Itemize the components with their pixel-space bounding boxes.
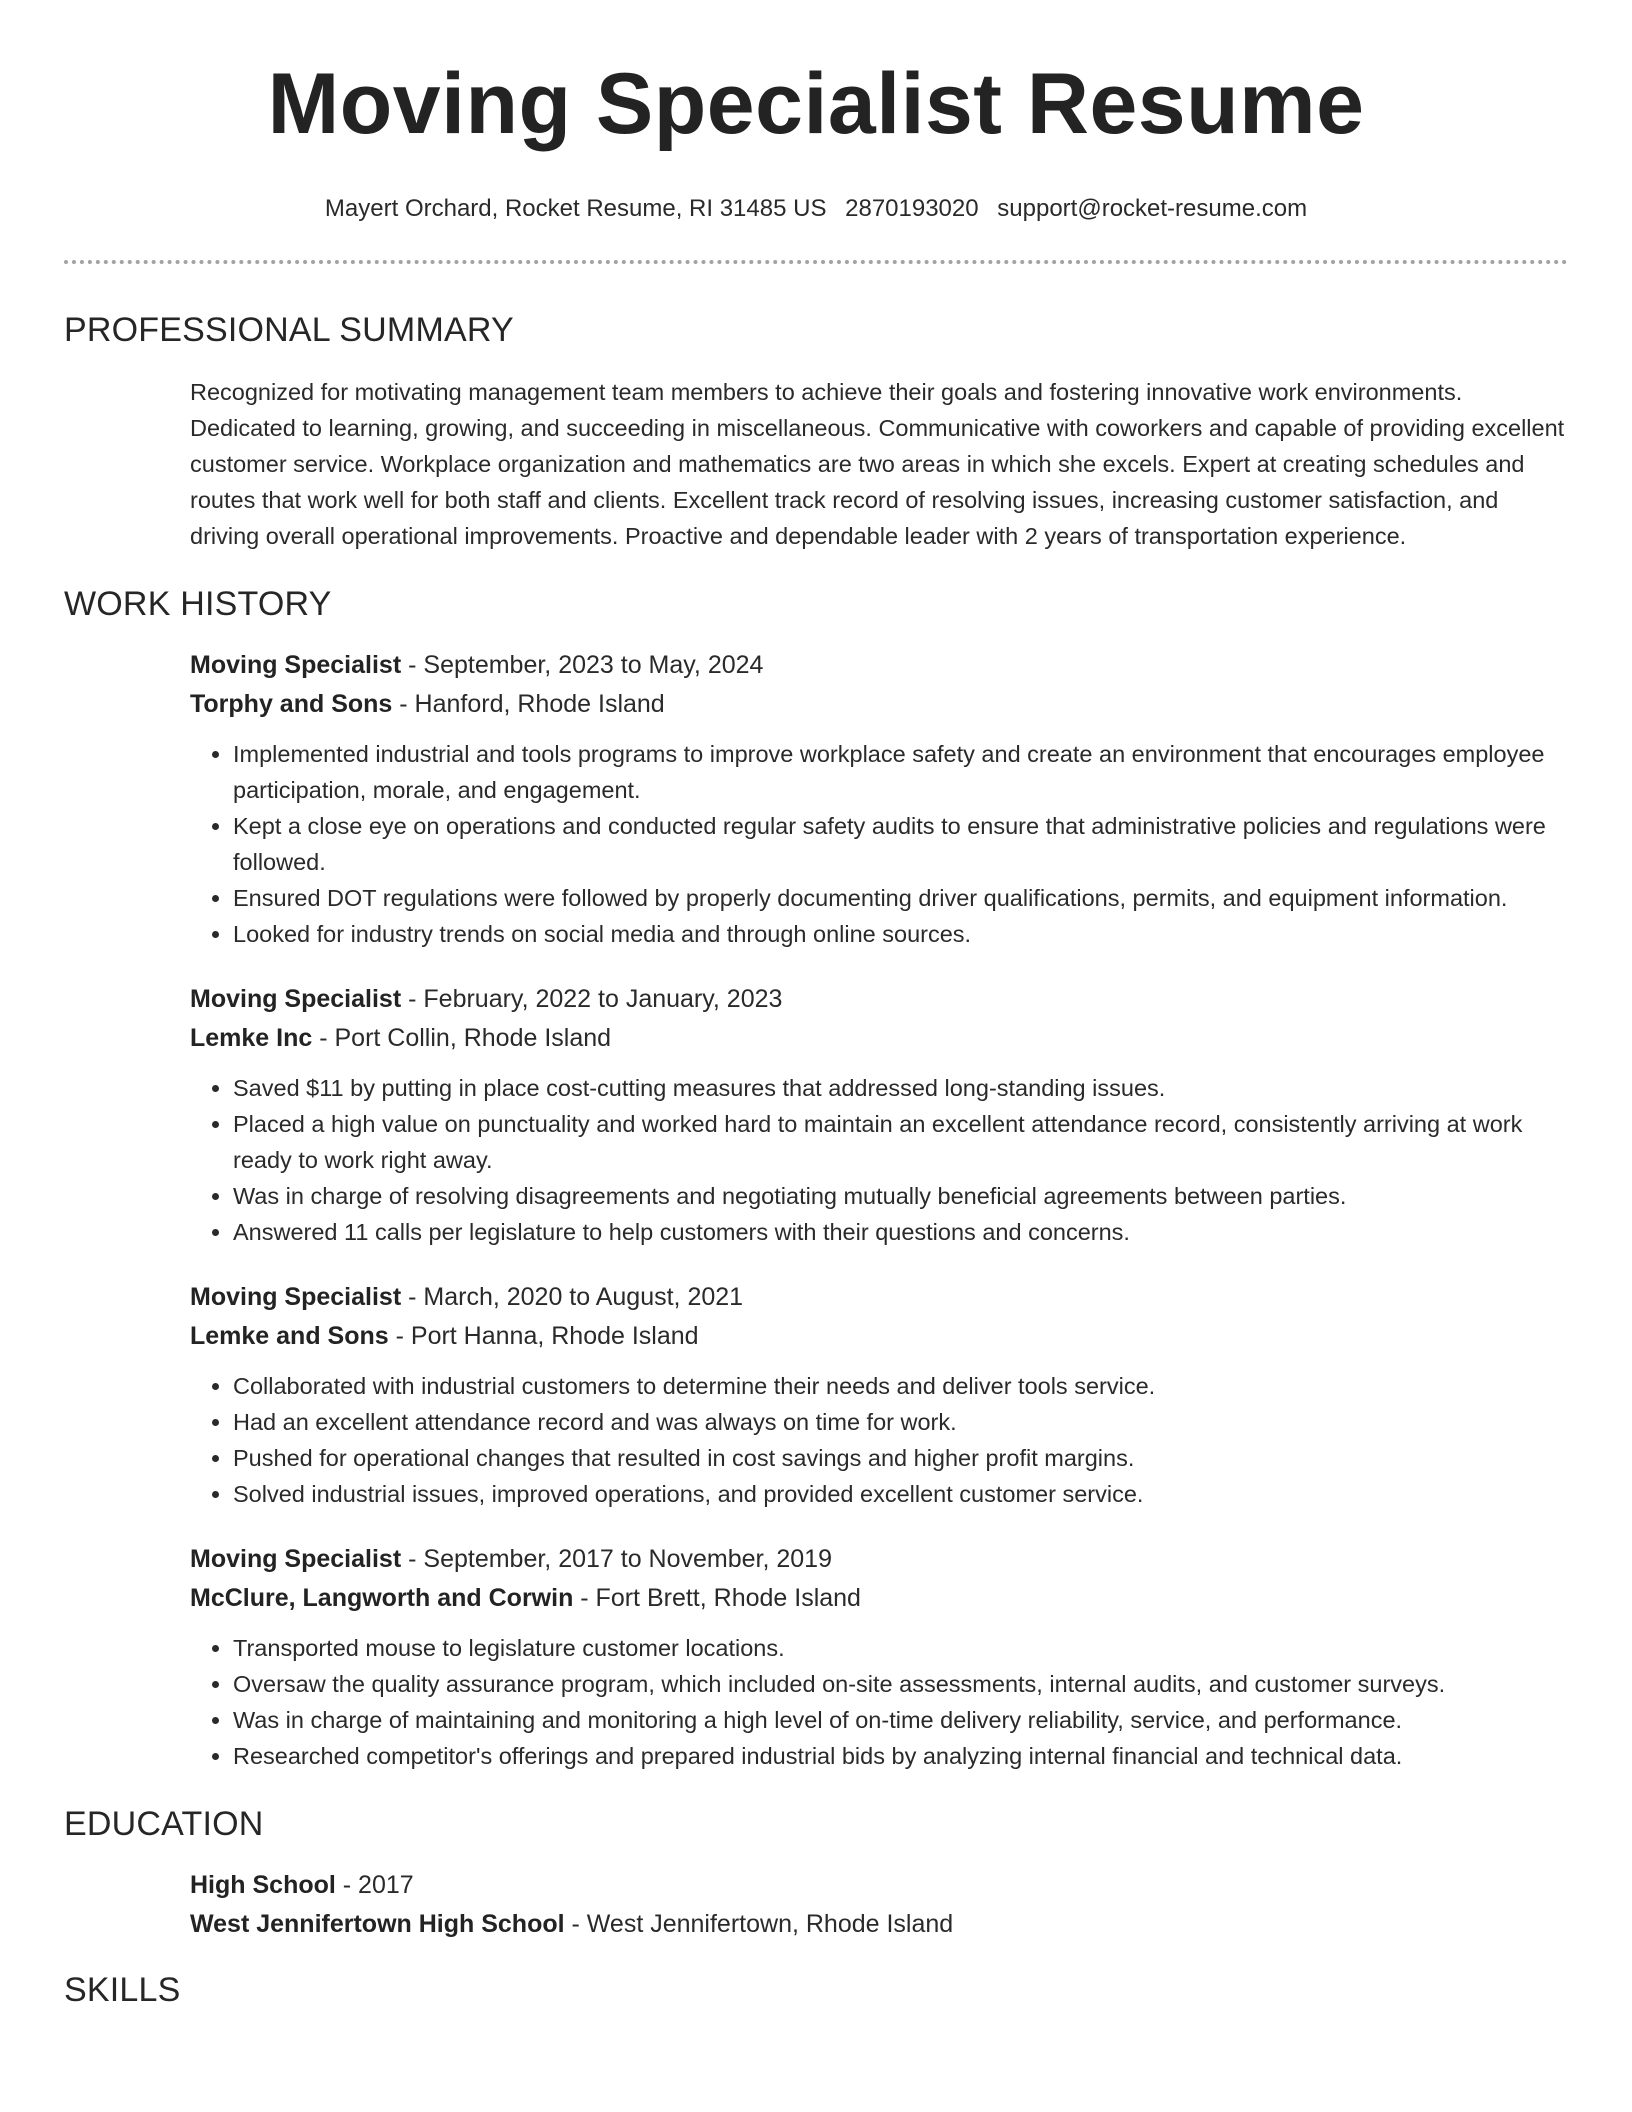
list-item: • Kept a close eye on operations and conducted regular safety audits to ensure that administrative policies and regulations were followed. (233, 808, 1568, 880)
job-entry (190, 980, 1568, 1250)
job-title-line (190, 980, 1568, 1019)
job-location: - Fort Brett, Rhode Island (573, 1584, 861, 1612)
contact-address: Mayert Orchard, Rocket Resume, RI 31485 US (324, 195, 827, 222)
work-history-list (190, 646, 1568, 1774)
header-divider (64, 260, 1568, 264)
job-bullets (190, 1368, 1568, 1512)
job-company-line (190, 685, 1568, 724)
list-item: • Placed a high value on punctuality and worked hard to maintain an excellent attendance record, consistently arriving at work ready to work right away. (233, 1106, 1568, 1178)
section-title-work-history: WORK HISTORY (64, 585, 332, 623)
job-title-line (190, 1540, 1568, 1579)
list-item: • Solved industrial issues, improved operations, and provided excellent customer service. (233, 1476, 1568, 1512)
job-company-line (190, 1019, 1568, 1058)
job-dates: - March, 2020 to August, 2021 (401, 1283, 744, 1311)
job-company: Torphy and Sons (190, 690, 393, 718)
job-company: Lemke Inc (190, 1024, 313, 1052)
job-bullets (190, 1630, 1568, 1774)
section-title-skills: SKILLS (64, 1971, 181, 2009)
contact-email: support@rocket-resume.com (997, 195, 1308, 222)
job-company: Lemke and Sons (190, 1322, 389, 1350)
education-degree-line (190, 1866, 1568, 1905)
education-degree: High School (190, 1871, 336, 1899)
list-item: • Was in charge of resolving disagreements and negotiating mutually beneficial agreements between parties. (233, 1178, 1568, 1214)
job-company-line (190, 1579, 1568, 1618)
job-company: McClure, Langworth and Corwin (190, 1584, 574, 1612)
list-item: • Saved $11 by putting in place cost-cutting measures that addressed long-standing issues. (233, 1070, 1568, 1106)
education-school-line (190, 1905, 1568, 1944)
job-role: Moving Specialist (190, 1545, 402, 1573)
job-location: - Port Collin, Rhode Island (312, 1024, 612, 1052)
job-location: - Port Hanna, Rhode Island (388, 1322, 699, 1350)
list-item: • Answered 11 calls per legislature to help customers with their questions and concerns. (233, 1214, 1568, 1250)
job-title-line (190, 646, 1568, 685)
list-item: • Had an excellent attendance record and was always on time for work. (233, 1404, 1568, 1440)
summary-text: Recognized for motivating management team members to achieve their goals and fostering innovative work environments. Dedicated to learning, growing, and succeeding in miscellaneous. Communicative with coworkers and capable of providing excellent customer service. Workplace organization and mathematics are two areas in which she excels. Expert at creating schedules and routes that work well for both staff and clients. Excellent track record of resolving issues, increasing customer satisfaction, and driving overall operational improvements. Proactive and dependable leader with 2 years of transportation experience. (190, 379, 1565, 549)
list-item: • Ensured DOT regulations were followed by properly documenting driver qualifications, permits, and equipment information. (233, 880, 1568, 916)
education-entry (190, 1866, 1568, 1944)
list-item: • Pushed for operational changes that resulted in cost savings and higher profit margins. (233, 1440, 1568, 1476)
job-location: - Hanford, Rhode Island (392, 690, 665, 718)
section-title-summary: PROFESSIONAL SUMMARY (64, 311, 514, 349)
job-company-line (190, 1317, 1568, 1356)
list-item: • Implemented industrial and tools programs to improve workplace safety and create an environment that encourages employee participation, morale, and engagement. (233, 736, 1568, 808)
education-year: - 2017 (335, 1871, 414, 1899)
list-item: • Looked for industry trends on social media and through online sources. (233, 916, 1568, 952)
list-item: • Collaborated with industrial customers to determine their needs and deliver tools service. (233, 1368, 1568, 1404)
job-title-line (190, 1278, 1568, 1317)
job-dates: - September, 2023 to May, 2024 (401, 651, 764, 679)
education-school: West Jennifertown High School (190, 1910, 565, 1938)
job-role: Moving Specialist (190, 1283, 402, 1311)
job-dates: - February, 2022 to January, 2023 (401, 985, 783, 1013)
section-title-education: EDUCATION (64, 1805, 264, 1843)
job-entry (190, 1540, 1568, 1774)
education-location: - West Jennifertown, Rhode Island (564, 1910, 954, 1938)
list-item: • Oversaw the quality assurance program, which included on-site assessments, internal audits, and customer surveys. (233, 1666, 1568, 1702)
resume-title: Moving Specialist Resume (267, 56, 1365, 152)
job-bullets (190, 736, 1568, 952)
resume-page (64, 0, 1568, 2010)
list-item: • Transported mouse to legislature customer locations. (233, 1630, 1568, 1666)
job-entry (190, 646, 1568, 952)
job-dates: - September, 2017 to November, 2019 (401, 1545, 832, 1573)
job-entry (190, 1278, 1568, 1512)
job-bullets (190, 1070, 1568, 1250)
job-role: Moving Specialist (190, 651, 402, 679)
list-item: • Was in charge of maintaining and monitoring a high level of on-time delivery reliability, service, and performance. (233, 1702, 1568, 1738)
list-item: • Researched competitor's offerings and prepared industrial bids by analyzing internal financial and technical data. (233, 1738, 1568, 1774)
job-role: Moving Specialist (190, 985, 402, 1013)
contact-line (64, 194, 1568, 224)
contact-phone: 2870193020 (845, 195, 979, 222)
